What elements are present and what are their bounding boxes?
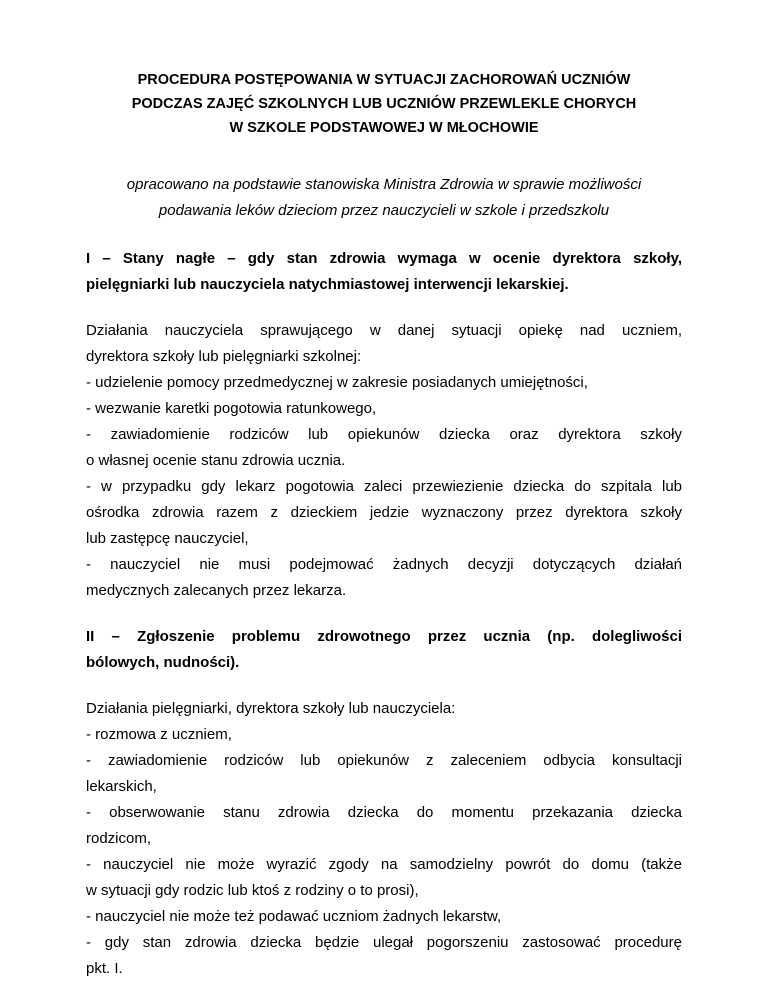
list-item-continuation: ośrodka zdrowia razem z dzieckiem jedzie wyznaczony przez dyrektora szkoły [86,504,682,521]
heading-line: bólowych, nudności). [86,654,240,671]
subtitle-line: opracowano na podstawie stanowiska Ministra Zdrowia w sprawie możliwości [126,176,642,193]
subtitle-line: podawania leków dzieciom przez nauczycieli w szkole i przedszkolu [158,202,610,219]
list-item-continuation: lub zastępcę nauczyciel, [86,530,249,547]
section-2-body [86,696,682,982]
list-item: - rozmowa z uczniem, [86,726,232,743]
list-item-continuation: o własnej ocenie stanu zdrowia ucznia. [86,452,346,469]
list-item: - wezwanie karetki pogotowia ratunkowego, [86,400,377,417]
list-item: - nauczyciel nie musi podejmować żadnych decyzji dotyczących działań [86,556,682,573]
list-item-continuation: medycznych zalecanych przez lekarza. [86,582,347,599]
list-item-continuation: w sytuacji gdy rodzic lub ktoś z rodziny o to prosi), [86,882,419,899]
list-item: - gdy stan zdrowia dziecka będzie ulegał pogorszeniu zastosować procedurę [86,934,682,951]
document-title [86,68,682,140]
title-line: PROCEDURA POSTĘPOWANIA W SYTUACJI ZACHOROWAŃ UCZNIÓW [137,72,631,88]
body-line: dyrektora szkoły lub pielęgniarki szkolnej: [86,348,362,365]
section-1-heading [86,246,682,298]
document-subtitle [86,172,682,224]
list-item-continuation: rodzicom, [86,830,152,847]
heading-line: pielęgniarki lub nauczyciela natychmiastowej interwencji lekarskiej. [86,276,569,293]
section-1-body [86,318,682,604]
title-line: PODCZAS ZAJĘĆ SZKOLNYCH LUB UCZNIÓW PRZEWLEKLE CHORYCH [131,96,637,112]
body-line: Działania pielęgniarki, dyrektora szkoły lub nauczyciela: [86,700,456,717]
heading-line: II – Zgłoszenie problemu zdrowotnego przez ucznia (np. dolegliwości [86,628,682,645]
list-item: - nauczyciel nie może też podawać uczniom żadnych lekarstw, [86,908,502,925]
list-item: - nauczyciel nie może wyrazić zgody na samodzielny powrót do domu (także [86,856,682,873]
list-item: - zawiadomienie rodziców lub opiekunów z zaleceniem odbycia konsultacji [86,752,682,769]
list-item: - obserwowanie stanu zdrowia dziecka do momentu przekazania dziecka [86,804,682,821]
list-item-continuation: pkt. I. [86,960,123,977]
list-item: - w przypadku gdy lekarz pogotowia zaleci przewiezienie dziecka do szpitala lub [86,478,682,495]
list-item: - udzielenie pomocy przedmedycznej w zakresie posiadanych umiejętności, [86,374,588,391]
title-line: W SZKOLE PODSTAWOWEJ W MŁOCHOWIE [229,120,539,136]
list-item: - zawiadomienie rodziców lub opiekunów dziecka oraz dyrektora szkoły [86,426,682,443]
body-line: Działania nauczyciela sprawującego w danej sytuacji opiekę nad uczniem, [86,322,682,339]
heading-line: I – Stany nagłe – gdy stan zdrowia wymaga w ocenie dyrektora szkoły, [86,250,682,267]
section-2-heading [86,624,682,676]
list-item-continuation: lekarskich, [86,778,157,795]
